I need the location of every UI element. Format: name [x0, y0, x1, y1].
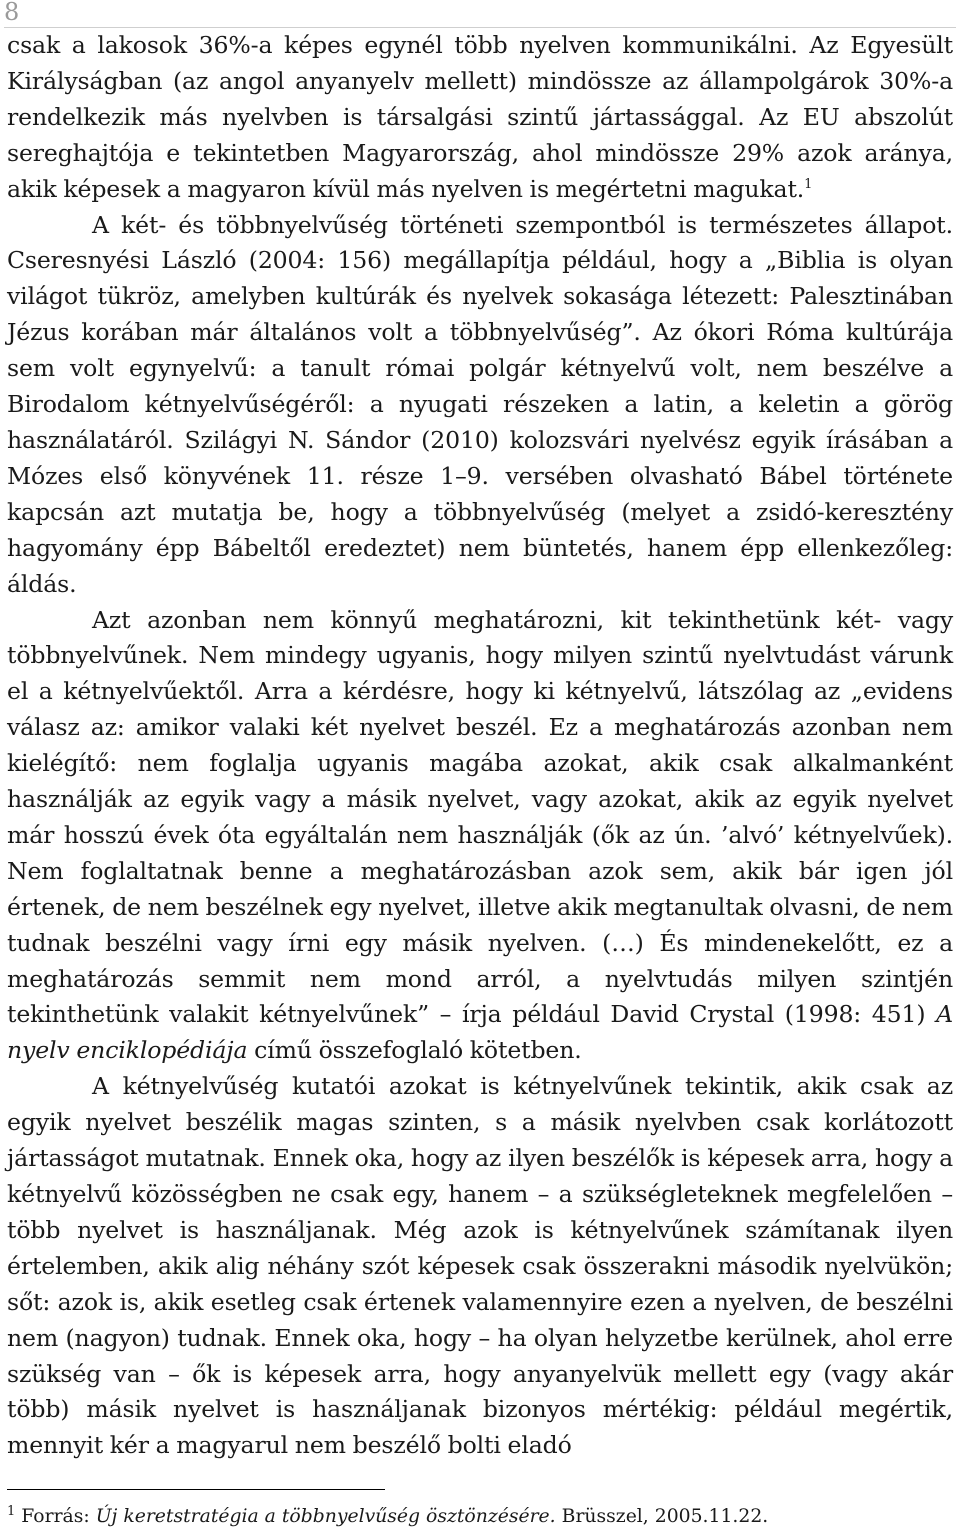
footnote-number: 1	[7, 1503, 16, 1519]
body-text	[7, 28, 953, 1464]
paragraph-2	[7, 208, 953, 603]
paragraph-2-text: A két- és többnyelvűség történeti szempontból is természetes állapot. Cseresnyési László (2004: 156) megállapítja például, hogy a „Biblia is olyan világot tükröz, amelyben kultúrák és nyelvek sokasága létezett: Palesztinában Jézus korában már általános volt a többnyelvűség”. Az ókori Róma kultúrája sem volt egynyelvű: a tanult római polgár kétnyelvű volt, nem beszélve a Birodalom kétnyelvűségéről: a nyugati részeken a latin, a keletin a görög használatáról. Szilágyi N. Sándor (2010) kolozsvári nyelvész egyik írásában a Mózes első könyvének 11. része 1–9. versében olvasható Bábel története kapcsán azt mutatja be, hogy a többnyelvűség (melyet a zsidó-keresztény hagyomány épp Bábeltől eredeztet) nem büntetés, hanem épp ellenkezőleg: áldás.	[7, 210, 953, 598]
page-number: 8	[4, 0, 20, 26]
footnote-label: Forrás:	[21, 1506, 90, 1527]
footnote-reference[interactable]: 1	[804, 176, 813, 192]
paragraph-4	[7, 1069, 953, 1464]
paragraph-1-text: csak a lakosok 36%-a képes egynél több nyelven kommunikálni. Az Egyesült Királyságban (az angol anyanyelv mellett) mindössze az állampolgárok 30%-a rendelkezik más nyelvben is társalgási szintű jártassággal. Az EU abszolút sereghajtója e tekintetben Magyarország, ahol mindössze 29% azok aránya, akik képesek a magyaron kívül más nyelven is megértetni magukat.	[7, 31, 953, 203]
paragraph-3	[7, 603, 953, 1070]
paragraph-3-text: Azt azonban nem könnyű meghatározni, kit tekinthetünk két- vagy többnyelvűnek. Nem mindegy ugyanis, hogy milyen szintű nyelvtudást várunk el a kétnyelvűektől. Arra a kérdésre, hogy ki kétnyelvű, látszólag az „evidens válasz az: amikor valaki két nyelvet beszél. Ez a meghatározás azonban nem kielégítő: nem foglalja ugyanis magába azokat, akik csak alkalmanként használják az egyik vagy a másik nyelvet, vagy azokat, akik az egyik nyelvet már hosszú évek óta egyáltalán nem használják (ők az ún. ’alvó’ kétnyelvűek). Nem foglaltatnak benne a meghatározásban azok sem, akik bár igen jól értenek, de nem beszélnek egy nyelvet, illetve akik megtanultak olvasni, de nem tudnak beszélni vagy írni egy másik nyelven. (…) És mindenekelőtt, ez a meghatározás semmit nem mond arról, a nyelvtudás milyen szintjén tekinthetünk valakit kétnyelvűnek” – írja például David Crystal (1998: 451)	[7, 605, 953, 1029]
paragraph-1	[7, 28, 953, 208]
footnote-title: Új keretstratégia a többnyelvűség ösztönzésére.	[95, 1506, 556, 1527]
paragraph-4-text: A kétnyelvűség kutatói azokat is kétnyelvűnek tekintik, akik csak az egyik nyelvet beszélik magas szinten, s a másik nyelvben csak korlátozott jártasságot mutatnak. Ennek oka, hogy az ilyen beszélők is képesek arra, hogy a kétnyelvű közösségben ne csak egy, hanem – a szükségleteknek megfelelően – több nyelvet is használjanak. Még azok is kétnyelvűnek számítanak ilyen értelemben, akik alig néhány szót képesek csak összerakni második nyelvükön; sőt: azok is, akik esetleg csak értenek valamennyire ezen a nyelven, de beszélni nem (nagyon) tudnak. Ennek oka, hogy – ha olyan helyzetbe kerülnek, ahol erre szükség van – ők is képesek arra, hogy anyanyelvük mellett egy (vagy akár több) másik nyelvet is használjanak bizonyos mértékig: például megértik, mennyit kér a magyarul nem beszélő bolti eladó	[7, 1072, 953, 1460]
footnote-separator	[7, 1489, 385, 1490]
footnote-rest: Brüsszel, 2005.11.22.	[561, 1506, 769, 1527]
paragraph-3-text-end: című összefoglaló kötetben.	[254, 1036, 582, 1065]
footnote	[7, 1505, 947, 1529]
book-title: A nyelv enciklopédiája	[7, 1000, 954, 1065]
